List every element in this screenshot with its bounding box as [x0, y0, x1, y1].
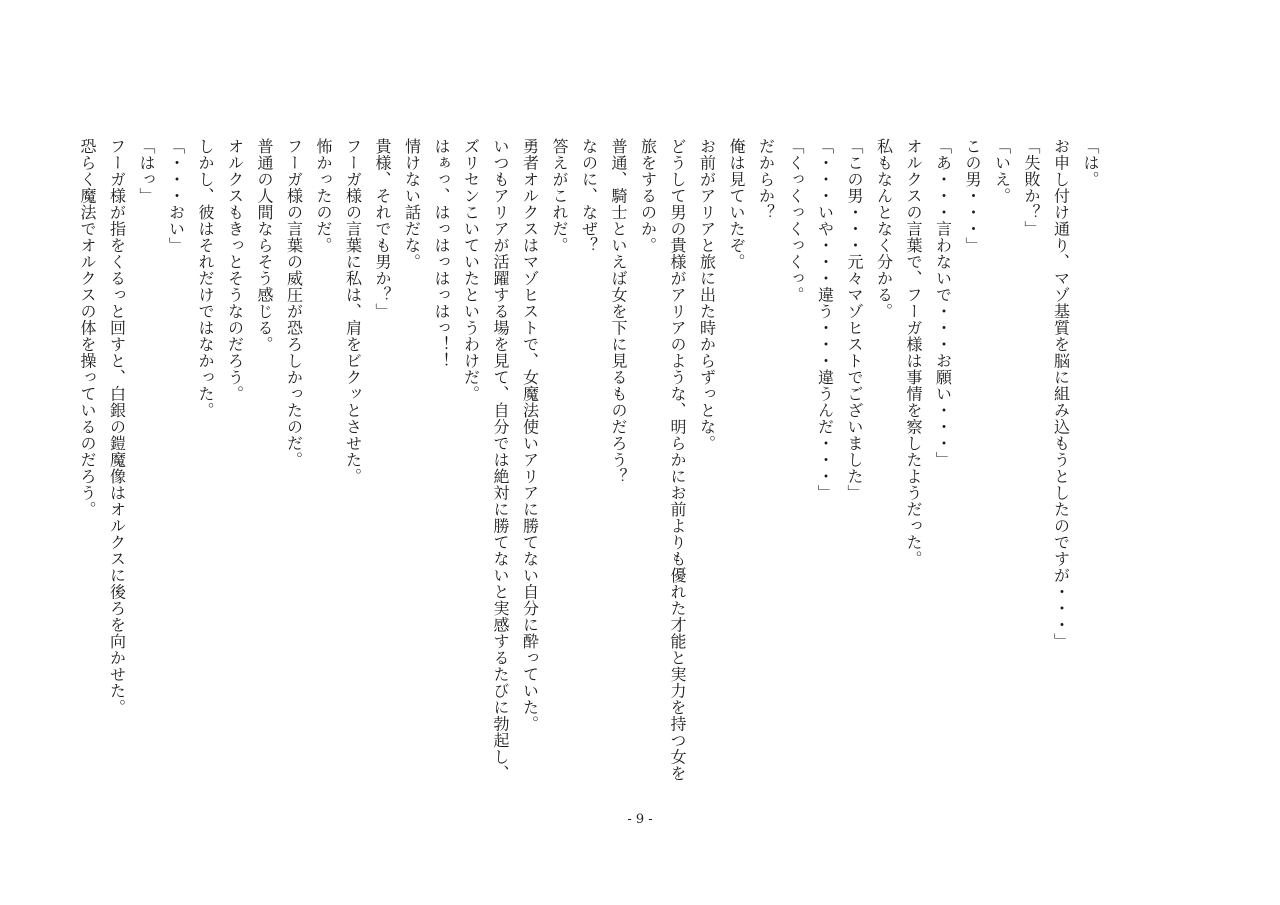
text-line: 「この男・・・元々マゾヒストでございました」 [845, 138, 864, 501]
text-line: 「は。 [1081, 138, 1100, 188]
text-line: 「くっくっくっくっ。 [786, 138, 805, 303]
text-line: しかし、彼はそれだけではなかった。 [196, 138, 215, 419]
text-line: 「あ・・・言わないで・・・お願い・・・」 [933, 138, 953, 468]
vertical-text-body [73, 138, 1106, 788]
text-line: 怖かったのだ。 [314, 138, 333, 254]
text-line: 「いえ。 [992, 138, 1012, 204]
text-line: この男・・・」 [963, 138, 982, 254]
text-line: 答えがこれだ。 [550, 138, 569, 254]
text-line: 私もなんとなく分かる。 [874, 138, 894, 320]
text-line: 普通、騎士といえば女を下に見るものだろう？ [609, 138, 628, 485]
text-line: 勇者オルクスはマゾヒストで、女魔法使いアリアに勝てない自分に酔っていた。 [520, 138, 540, 732]
text-line: 恐らく魔法でオルクスの体を操っているのだろう。 [78, 138, 97, 518]
text-line: 「・・・おい」 [166, 138, 186, 254]
text-line: お前がアリアと旅に出た時からずっとな。 [697, 138, 717, 452]
text-line: 俺は見ていたぞ。 [727, 138, 746, 270]
text-line: フーガ様の言葉の威圧が恐ろしかったのだ。 [284, 138, 304, 468]
text-line: 「はっ」 [137, 138, 156, 204]
page-number: - 9 - [627, 812, 653, 827]
text-line: ズリセンこいていたというわけだ。 [461, 138, 481, 402]
text-line: お申し付け通り、マゾ基質を脳に組み込もうとしたのですが・・・」 [1051, 138, 1071, 650]
text-line: どうして男の貴様がアリアのような、明らかにお前よりも優れた才能と実力を持つ女を [668, 138, 687, 782]
text-line: いつもアリアが活躍する場を見て、自分では絶対に勝てないと実感するたびに勃起し、 [491, 138, 510, 782]
text-line: なのに、なぜ？ [579, 138, 599, 254]
text-line: はぁっ、はっはっはっはっ！！ [432, 138, 451, 369]
text-line: オルクスもきっとそうなのだろう。 [225, 138, 245, 402]
text-line: だからか？ [756, 138, 776, 221]
text-line: 「失敗か？」 [1022, 138, 1041, 237]
text-line: 「・・・いや・・・違う・・・違うんだ・・・」 [815, 138, 835, 501]
text-line: オルクスの言葉で、フーガ様は事情を察したようだった。 [904, 138, 923, 567]
text-line: 普通の人間ならそう感じる。 [255, 138, 274, 353]
text-line: 情けない話だな。 [402, 138, 422, 270]
text-line: 旅をするのか。 [638, 138, 658, 254]
text-line: フーガ様の言葉に私は、肩をビクッとさせた。 [343, 138, 363, 485]
text-line: フーガ様が指をくるっと回すと、白銀の鎧魔像はオルクスに後ろを向かせた。 [107, 138, 127, 716]
text-line: 貴様、それでも男か？」 [373, 138, 392, 320]
